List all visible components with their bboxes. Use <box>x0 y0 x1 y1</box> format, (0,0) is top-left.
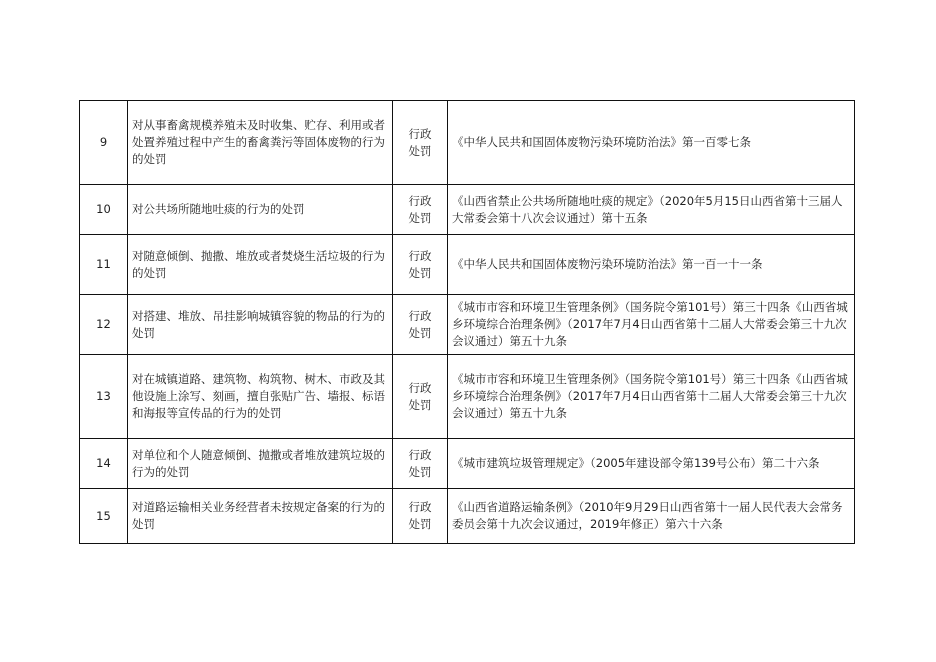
item-kind: 行政处罚 <box>408 447 432 479</box>
item-name: 对道路运输相关业务经营者未按规定备案的行为的处罚 <box>128 489 393 544</box>
row-number: 12 <box>80 295 128 355</box>
row-number: 15 <box>80 489 128 544</box>
row-number: 11 <box>80 235 128 295</box>
item-kind: 行政处罚 <box>408 193 432 225</box>
legal-basis: 《城市建筑垃圾管理规定》（2005年建设部令第139号公布）第二十六条 <box>448 439 855 489</box>
item-kind: 行政处罚 <box>408 126 432 158</box>
item-kind-cell <box>393 185 448 235</box>
row-number: 9 <box>80 101 128 185</box>
item-kind-cell <box>393 101 448 185</box>
table-row <box>80 489 855 544</box>
legal-basis: 《中华人民共和国固体废物污染环境防治法》第一百一十一条 <box>448 235 855 295</box>
table-row <box>80 101 855 185</box>
item-kind: 行政处罚 <box>408 308 432 340</box>
legal-basis: 《城市市容和环境卫生管理条例》（国务院令第101号）第三十四条《山西省城乡环境综合治理条例》（2017年7月4日山西省第十二届人大常委会第三十九次会议通过）第五十九条 <box>448 295 855 355</box>
table-row <box>80 439 855 489</box>
legal-basis: 《中华人民共和国固体废物污染环境防治法》第一百零七条 <box>448 101 855 185</box>
item-kind: 行政处罚 <box>408 248 432 280</box>
item-kind-cell <box>393 235 448 295</box>
item-kind-cell <box>393 489 448 544</box>
table-row <box>80 235 855 295</box>
item-name: 对随意倾倒、抛撒、堆放或者焚烧生活垃圾的行为的处罚 <box>128 235 393 295</box>
table-row <box>80 295 855 355</box>
penalty-items-table <box>79 100 855 544</box>
table-row <box>80 355 855 439</box>
legal-basis: 《山西省禁止公共场所随地吐痰的规定》（2020年5月15日山西省第十三届人大常委会第十八次会议通过）第十五条 <box>448 185 855 235</box>
legal-basis: 《城市市容和环境卫生管理条例》（国务院令第101号）第三十四条《山西省城乡环境综合治理条例》（2017年7月4日山西省第十二届人大常委会第三十九次会议通过）第五十九条 <box>448 355 855 439</box>
item-kind: 行政处罚 <box>408 380 432 412</box>
item-kind: 行政处罚 <box>408 500 432 531</box>
row-number: 14 <box>80 439 128 489</box>
item-name: 对搭建、堆放、吊挂影响城镇容貌的物品的行为的处罚 <box>128 295 393 355</box>
item-name: 对单位和个人随意倾倒、抛撒或者堆放建筑垃圾的行为的处罚 <box>128 439 393 489</box>
item-name: 对在城镇道路、建筑物、构筑物、树木、市政及其他设施上涂写、刻画，擅自张贴广告、墙报、标语和海报等宣传品的行为的处罚 <box>128 355 393 439</box>
row-number: 10 <box>80 185 128 235</box>
item-name: 对从事畜禽规模养殖未及时收集、贮存、利用或者处置养殖过程中产生的畜禽粪污等固体废物的行为的处罚 <box>128 101 393 185</box>
item-kind-cell <box>393 355 448 439</box>
table-row <box>80 185 855 235</box>
row-number: 13 <box>80 355 128 439</box>
item-kind-cell <box>393 439 448 489</box>
item-name: 对公共场所随地吐痰的行为的处罚 <box>128 185 393 235</box>
item-kind-cell <box>393 295 448 355</box>
legal-basis: 《山西省道路运输条例》（2010年9月29日山西省第十一届人民代表大会常务委员会第十九次会议通过，2019年修正）第六十六条 <box>448 489 855 544</box>
